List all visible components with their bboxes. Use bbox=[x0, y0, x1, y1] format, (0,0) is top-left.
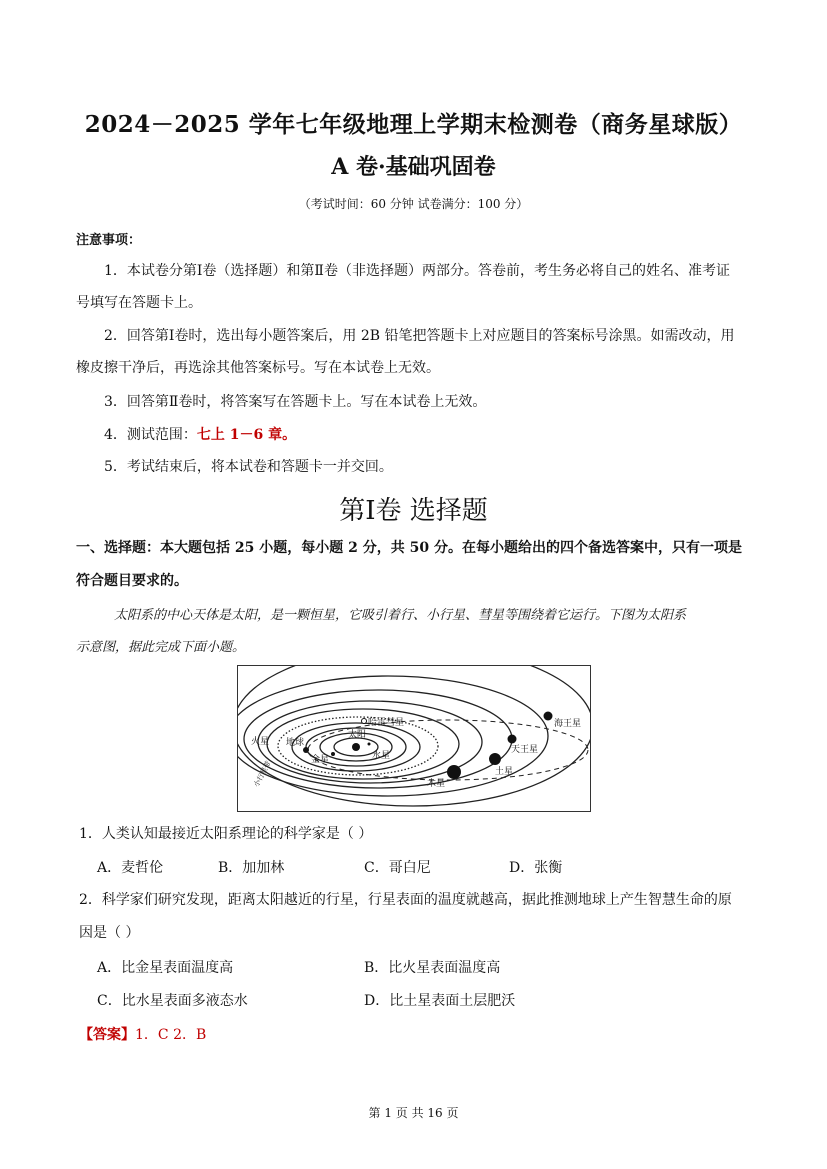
section-instructions-line-2: 符合题目要求的。 bbox=[76, 573, 188, 589]
question-2-option-d: D．比土星表面土层肥沃 bbox=[364, 993, 516, 1009]
neptune-icon bbox=[544, 712, 553, 721]
page-footer: 第 1 页 共 16 页 bbox=[368, 1106, 459, 1120]
question-1-option-d: D．张衡 bbox=[509, 860, 563, 876]
notice-item-1-line-1: 1．本试卷分第Ⅰ卷（选择题）和第Ⅱ卷（非选择题）两部分。答卷前，考生务必将自己的姓名、准考证 bbox=[104, 263, 730, 279]
question-1-option-a: A．麦哲伦 bbox=[97, 860, 164, 876]
section-instructions-line-1: 一、选择题：本大题包括 25 小题，每小题 2 分，共 50 分。在每小题给出的四个备选答案中，只有一项是 bbox=[76, 540, 742, 556]
section-title: 第Ⅰ卷 选择题 bbox=[339, 496, 488, 526]
exam-info: （考试时间：60 分钟 试卷满分：100 分） bbox=[298, 197, 529, 211]
label-sun: 太阳 bbox=[348, 730, 367, 740]
notice-heading: 注意事项： bbox=[76, 233, 142, 248]
notice-item-5: 5．考试结束后，将本试卷和答题卡一并交回。 bbox=[104, 459, 393, 475]
notice-item-4 bbox=[104, 425, 296, 445]
label-earth: 地球 bbox=[286, 738, 305, 748]
label-saturn: 土星 bbox=[495, 767, 514, 777]
page-subtitle: A 卷·基础巩固卷 bbox=[331, 154, 496, 180]
answer-text: 1．C 2．B bbox=[135, 1027, 207, 1043]
notice-item-2-line-2: 橡皮擦干净后，再选涂其他答案标号。写在本试卷上无效。 bbox=[76, 360, 440, 376]
solar-system-figure bbox=[237, 665, 591, 812]
notice-item-4-prefix: 4．测试范围： bbox=[104, 427, 197, 443]
label-mercury: 水星 bbox=[372, 751, 391, 761]
label-comet: 哈雷彗星 bbox=[368, 718, 405, 728]
question-2-option-a: A．比金星表面温度高 bbox=[97, 960, 234, 976]
question-2-stem-line-2: 因是（ ） bbox=[79, 925, 140, 941]
question-2-stem-line-1: 2．科学家们研究发现，距离太阳越近的行星，行星表面的温度就越高，据此推测地球上产生智慧生命的原 bbox=[79, 892, 732, 908]
question-1-option-b: B．加加林 bbox=[218, 860, 285, 876]
solar-system-diagram bbox=[238, 666, 590, 811]
saturn-icon bbox=[489, 753, 501, 765]
passage-line-2: 示意图，据此完成下面小题。 bbox=[76, 640, 246, 655]
passage-line-1: 太阳系的中心天体是太阳，是一颗恒星，它吸引着行、小行星、彗星等围绕着它运行。下图为太阳系 bbox=[114, 608, 687, 623]
notice-item-3: 3．回答第Ⅱ卷时，将答案写在答题卡上。写在本试卷上无效。 bbox=[104, 394, 487, 410]
test-scope: 七上 1－6 章。 bbox=[196, 427, 297, 443]
label-asteroid-belt: 小行星带 bbox=[252, 759, 273, 789]
label-mars: 火星 bbox=[251, 737, 270, 747]
orbit-uranus bbox=[244, 690, 512, 788]
question-2-option-c: C．比水星表面多液态水 bbox=[97, 993, 248, 1009]
notice-item-1-line-2: 号填写在答题卡上。 bbox=[76, 295, 202, 311]
answer-tag: 【答案】 bbox=[79, 1027, 135, 1043]
label-venus: 金星 bbox=[311, 755, 330, 765]
question-2-option-b: B．比火星表面温度高 bbox=[364, 960, 501, 976]
label-jupiter: 木星 bbox=[427, 779, 446, 789]
comet-icon bbox=[362, 719, 367, 724]
label-uranus: 天王星 bbox=[511, 745, 539, 755]
notice-item-2-line-1: 2．回答第Ⅰ卷时，选出每小题答案后，用 2B 铅笔把答题卡上对应题目的答案标号涂黑。如需改动，用 bbox=[104, 328, 735, 344]
answer-line bbox=[79, 1024, 206, 1044]
page-title: 2024－2025 学年七年级地理上学期末检测卷（商务星球版） bbox=[84, 111, 743, 138]
question-1-stem: 1．人类认知最接近太阳系理论的科学家是（ ） bbox=[79, 826, 373, 842]
jupiter-icon bbox=[447, 765, 461, 779]
sun-icon bbox=[352, 743, 360, 751]
uranus-icon bbox=[508, 735, 517, 744]
label-neptune: 海王星 bbox=[554, 719, 582, 729]
mercury-icon bbox=[368, 743, 371, 746]
venus-icon bbox=[331, 752, 335, 756]
question-1-option-c: C．哥白尼 bbox=[364, 860, 431, 876]
